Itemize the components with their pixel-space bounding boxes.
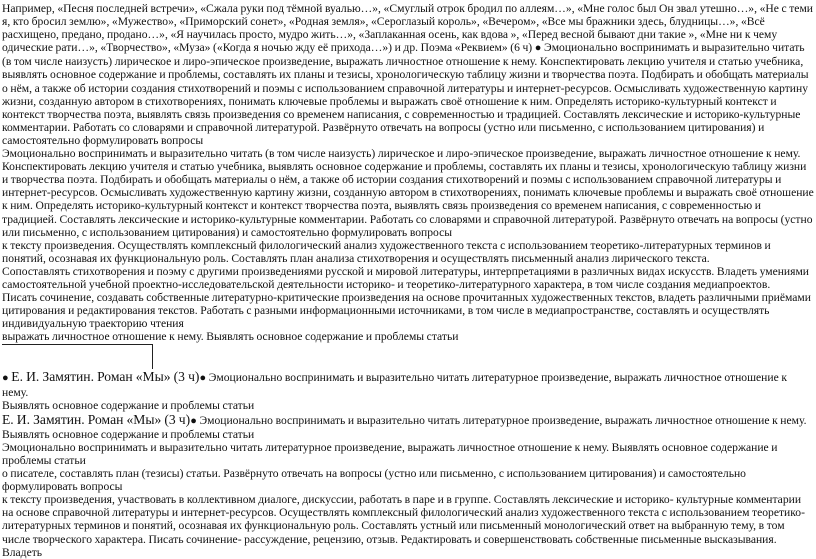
paragraph-essay: Писать сочинение, создавать собственные литературно-критические произведения на основе прочитанных художественных текстов, владеть различными приёмами цитирования и редактирования текстов. Работать с разными информационными источниками, в том числе в медиапространстве, составлять и осуществлять индивидуальную траекторию чтения: [2, 291, 811, 331]
zamyatin-block-2-line2: Выявлять основное содержание и проблемы статьи: [2, 427, 255, 441]
paragraph-compare: Сопоставлять стихотворения и поэму с другими произведениями русской и мировой литературы, интерпретациями в различных видах искусств. Владеть умениями самостоятельной учебной проектно-исследовательской деятельности историко- и теоретико-литературного характера, в том числе создания медиапроектов.: [2, 264, 809, 291]
tail-paragraph-1: Эмоционально воспринимать и выразительно читать литературное произведение, выражать личностное отношение к нему. Выявлять основное содержание и проблемы статьи: [2, 440, 778, 467]
activity-text: Эмоционально воспринимать и выразительно читать (в том числе наизусть) лирическое и лиро-эпическое произведение, выражать личностное отношение к нему. Конспектировать лекцию учителя и статью учебника, выявлять основное содержание и проблемы, составлять их планы и тезисы, хронологическую таблицу жизни и творчества поэта. Подбирать и обобщать материалы о нём, а также об истории создания стихотворений и поэмы с использованием справочной литературы и интернет-ресурсов. Осмысливать художественную картину жизни, созданную автором в стихотворениях, понимать ключевые проблемы и выражать своё отношение к ним. Определять историко-культурный контекст и контекст творчества поэта, выявлять связь произведения со временем написания, с современностью и традицией. Составлять лексические и историко-культурные комментарии. Работать со словарями и справочной литературой. Развёрнуто отвечать на вопросы (устно или письменно, с использованием цитирования) и самостоятельно формулировать вопросы: [2, 41, 809, 147]
section-heading: Е. И. Замятин. Роман «Мы» (3 ч): [2, 411, 191, 427]
poem-list: Например, «Песня последней встречи», «Сжала руки под тёмной вуалью…», «Смуглый отрок бродил по аллеям…», «Мне голос был Он звал утешно…», «Не с теми я, кто бросил землю», «Мужество», «Приморский сонет», «Родная земля», «Сероглазый король», «Вечером», «Все мы бражники здесь, блудницы…», «Всё расхищено, предано, продано…», «Я научилась просто, мудро жить…», «Заплаканная осень, как вдова », «Перед весной бывают дни такие », «Мне ни к чему одические рати…», «Творчество», «Муза» («Когда я ночью жду её прихода…») и др. Поэма «Реквием» (6 ч): [2, 2, 813, 55]
table-cell-border: [2, 344, 153, 369]
bullet-icon: ●: [190, 414, 197, 427]
section-text: Эмоционально воспринимать и выразительно читать литературное произведение, выражать личностное отношение к нему.: [2, 371, 787, 399]
section-text: Эмоционально воспринимать и выразительно читать литературное произведение, выражать личностное отношение к нему.: [199, 413, 807, 427]
tail-paragraph-2: о писателе, составлять план (тезисы) статьи. Развёрнуто отвечать на вопросы (устно или письменно, с использованием цитирования) и самостоятельно формулировать вопросы: [2, 467, 746, 494]
paragraph-analysis: к тексту произведения. Осуществлять комплексный филологический анализ художественного текста с использованием теоретико-литературных терминов и понятий, осознавая их функциональную роль. Составлять план анализа стихотворения и осуществлять письменный анализ лирического текста.: [2, 238, 771, 265]
bullet-icon: ●: [534, 42, 542, 55]
section-heading: Е. И. Замятин. Роман «Мы» (3 ч): [11, 369, 200, 385]
paragraph-activities-repeat: Эмоционально воспринимать и выразительно читать (в том числе наизусть) лирическое и лиро-эпическое произведение, выражать личностное отношение к нему. Конспектировать лекцию учителя и статью учебника, выявлять основное содержание и проблемы, составлять их планы и тезисы, хронологическую таблицу жизни и творчества поэта. Подбирать и обобщать материалы о нём, а также об истории создания стихотворений и поэмы с использованием справочной литературы и интернет-ресурсов. Осмысливать художественную картину жизни, созданную автором в стихотворениях, понимать ключевые проблемы и выражать своё отношение к ним. Определять историко-культурный контекст и контекст творчества поэта, выявлять связь произведения со временем написания, с современностью и традицией. Составлять лексические и историко-культурные комментарии. Работать со словарями и справочной литературой. Развёрнуто отвечать на вопросы (устно или письменно, с использованием цитирования) и самостоятельно формулировать вопросы: [2, 147, 814, 239]
tail-paragraph-3: к тексту произведения, участвовать в коллективном диалоге, дискуссии, работать в паре и в группе. Составлять лексические и историко- культурные комментарии на основе справочной литературы и интернет-ресурсов. Осуществлять комплексный филологический анализ художественного текста с использованием теоретико-литературных терминов и понятий, осознавая их функциональную роль. Составлять устный или письменный монологический ответ на выбранную тему, в том числе творческого характера. Писать сочинение- рассуждение, рецензию, отзыв. Редактировать и совершенствовать собственные письменные высказывания. Владеть: [2, 493, 805, 559]
paragraph-akhmatova-poems: [2, 2, 814, 147]
bullet-icon: ●: [2, 372, 9, 385]
zamyatin-block-2: [2, 412, 814, 428]
bullet-icon: ●: [199, 372, 207, 385]
paragraph-article: выражать личностное отношение к нему. Выявлять основное содержание и проблемы статьи: [2, 330, 459, 344]
zamyatin-block-1-line2: Выявлять основное содержание и проблемы статьи: [2, 398, 255, 412]
zamyatin-block-1: [2, 369, 814, 398]
